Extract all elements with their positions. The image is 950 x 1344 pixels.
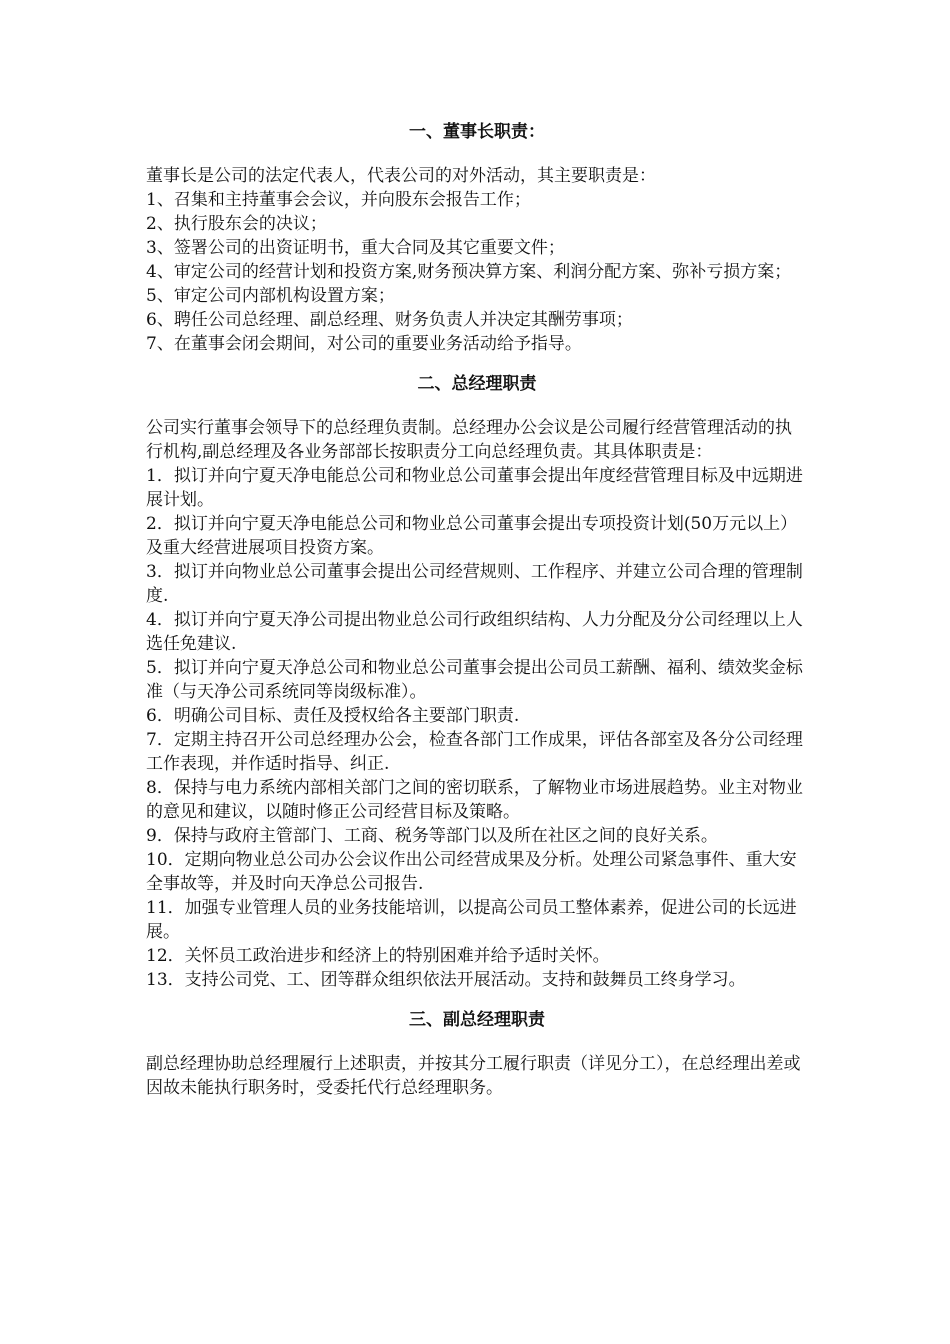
- section-heading-general-manager: 二、总经理职责: [417, 374, 537, 394]
- paragraph: 董事长是公司的法定代表人，代表公司的对外活动，其主要职责是：: [146, 166, 656, 186]
- list-item: 5．拟订并向宁夏天净总公司和物业总公司董事会提出公司员工薪酬、福利、绩效奖金标准（与天净公司系统同等岗级标准）。: [146, 658, 803, 702]
- document-page: [146, 110, 808, 1102]
- paragraph: 副总经理协助总经理履行上述职责，并按其分工履行职责（详见分工），在总经理出差或因故未能执行职务时，受委托代行总经理职务。: [146, 1054, 801, 1098]
- list-item: 5、审定公司内部机构设置方案；: [146, 286, 395, 306]
- list-item: 3．拟订并向物业总公司董事会提出公司经营规则、工作程序、并建立公司合理的管理制度.: [146, 562, 803, 606]
- list-item: 6、聘任公司总经理、副总经理、财务负责人并决定其酬劳事项；: [146, 310, 633, 330]
- list-item: 10．定期向物业总公司办公会议作出公司经营成果及分析。处理公司紧急事件、重大安全事故等，并及时向天净总公司报告.: [146, 850, 797, 894]
- list-item: 8．保持与电力系统内部相关部门之间的密切联系，了解物业市场进展趋势。业主对物业的意见和建议，以随时修正公司经营目标及策略。: [146, 778, 803, 822]
- section-heading-deputy-manager: 三、副总经理职责: [409, 1010, 545, 1030]
- paragraph: 公司实行董事会领导下的总经理负责制。总经理办公会议是公司履行经营管理活动的执行机构,副总经理及各业务部部长按职责分工向总经理负责。其具体职责是：: [146, 418, 792, 462]
- list-item: 6．明确公司目标、责任及授权给各主要部门职责.: [146, 706, 520, 726]
- chairman-duties: [146, 164, 808, 356]
- list-item: 2．拟订并向宁夏天净电能总公司和物业总公司董事会提出专项投资计划(50万元以上）及重大经营进展项目投资方案。: [146, 514, 798, 558]
- list-item: 1、召集和主持董事会会议，并向股东会报告工作；: [146, 190, 531, 210]
- deputy-manager-duties: [146, 1052, 808, 1100]
- list-item: 11．加强专业管理人员的业务技能培训，以提高公司员工整体素养，促进公司的长远进展。: [146, 898, 797, 942]
- list-item: 1．拟订并向宁夏天净电能总公司和物业总公司董事会提出年度经营管理目标及中远期进展计划。: [146, 466, 803, 510]
- list-item: 12．关怀员工政治进步和经济上的特别困难并给予适时关怀。: [146, 946, 610, 966]
- list-item: 9．保持与政府主管部门、工商、税务等部门以及所在社区之间的良好关系。: [146, 826, 718, 846]
- list-item: 4．拟订并向宁夏天净公司提出物业总公司行政组织结构、人力分配及分公司经理以上人选任免建议.: [146, 610, 803, 654]
- list-item: 7、在董事会闭会期间，对公司的重要业务活动给予指导。: [146, 334, 582, 354]
- general-manager-duties: [146, 416, 808, 992]
- list-item: 13．支持公司党、工、团等群众组织依法开展活动。支持和鼓舞员工终身学习。: [146, 970, 746, 990]
- list-item: 2、执行股东会的决议；: [146, 214, 327, 234]
- section-heading-chairman: 一、董事长职责：: [409, 122, 545, 142]
- list-item: 3、签署公司的出资证明书，重大合同及其它重要文件；: [146, 238, 565, 258]
- list-item: 7．定期主持召开公司总经理办公会，检查各部门工作成果，评估各部室及各分公司经理工作表现，并作适时指导、纠正.: [146, 730, 803, 774]
- list-item: 4、审定公司的经营计划和投资方案,财务预决算方案、利润分配方案、弥补亏损方案；: [146, 262, 792, 282]
